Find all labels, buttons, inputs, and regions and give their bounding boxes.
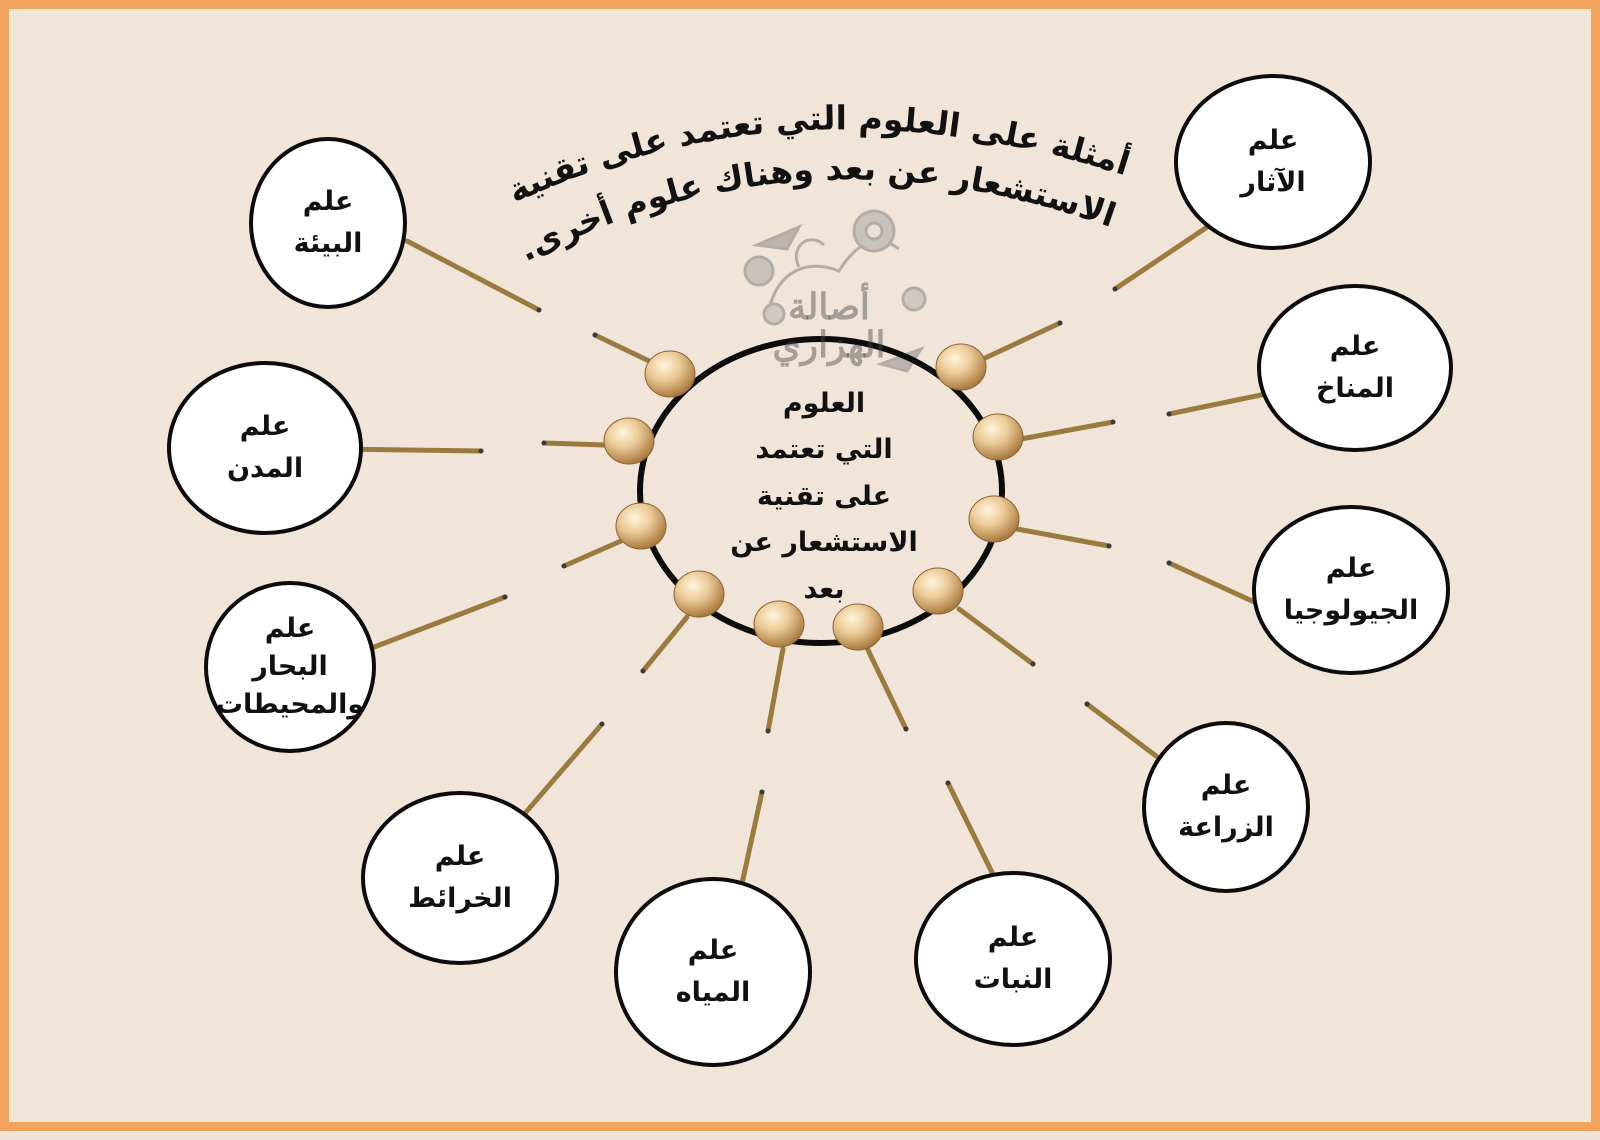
needle-tip [946, 781, 951, 786]
watermark-text [749, 286, 909, 366]
bubble-name: البيئة [293, 228, 363, 259]
bubble-name: النبات [973, 964, 1053, 995]
needle-tip [760, 790, 765, 795]
needle-tip [641, 669, 646, 674]
bubble-name: الجيولوجيا [1283, 595, 1419, 626]
needle-tip [1107, 544, 1112, 549]
center-line: العلوم [782, 388, 866, 419]
connector-needle [407, 241, 539, 310]
needle-tip [904, 727, 909, 732]
bubble-prefix: علم [1325, 553, 1377, 585]
bubble-name: البحار والمحيطات [215, 651, 365, 720]
bubble-climate [1257, 284, 1453, 452]
needle-tip [503, 595, 508, 600]
connector-needle [768, 649, 783, 731]
pin-head [969, 496, 1019, 542]
bubble-agriculture [1142, 721, 1310, 893]
watermark-line-1: أصالة [788, 286, 870, 328]
bubble-name: المناخ [1315, 373, 1395, 404]
bubble-plants [914, 871, 1112, 1047]
watermark-line-2: الهزاري [772, 323, 886, 366]
needle-tip [593, 333, 598, 338]
needle-tip [479, 449, 484, 454]
pin-head [973, 414, 1023, 460]
bubble-prefix: علم [1200, 770, 1252, 802]
title-line-2: الاستشعار عن بعد وهناك علوم أخرى. [511, 148, 1122, 269]
bubble-prefix: علم [687, 935, 739, 967]
needle-tip [1167, 561, 1172, 566]
bubble-maps [361, 791, 559, 965]
bubble-cities [167, 361, 363, 535]
bubble-name: المياه [675, 977, 751, 1008]
bubble-geology [1252, 505, 1450, 675]
needle-tip [1113, 287, 1118, 292]
connector-needle [544, 443, 605, 445]
connector-needle [1017, 529, 1109, 546]
pin-head [616, 503, 666, 549]
bubble-archaeology [1174, 74, 1372, 250]
needle-tip [600, 722, 605, 727]
bubble-prefix: علم [987, 922, 1039, 954]
bubble-name: الخرائط [408, 883, 512, 914]
connector-needle [983, 323, 1060, 359]
needle-tip [1167, 412, 1172, 417]
bubble-prefix: علم [264, 613, 316, 645]
bubble-prefix: علم [1329, 331, 1381, 363]
bubble-prefix: علم [1247, 125, 1299, 157]
bubble-name: المدن [226, 453, 304, 484]
center-line: الاستشعار عن [730, 527, 918, 559]
center-line: التي تعتمد [755, 434, 893, 466]
needle-tip [1058, 321, 1063, 326]
bubble-environment [249, 137, 407, 309]
title-line-1: أمثلة على العلوم التي تعتمد على تقنية [501, 98, 1135, 211]
needle-tip [537, 308, 542, 313]
bubble-seas-oceans [204, 581, 376, 753]
bubble-prefix: علم [434, 841, 486, 873]
connector-needle [959, 609, 1033, 664]
connector-needle [369, 597, 505, 649]
center-line: بعد [803, 573, 845, 605]
center-line: على تقنية [756, 480, 892, 512]
needle-tip [1111, 420, 1116, 425]
bubble-prefix: علم [302, 186, 354, 218]
bubble-name: الزراعة [1178, 812, 1274, 843]
connector-needle [595, 335, 649, 361]
connector-needle [1021, 422, 1113, 439]
bubble-water [614, 877, 812, 1067]
center-label [684, 381, 964, 613]
needle-tip [1031, 662, 1036, 667]
connector-needle [868, 650, 906, 729]
needle-tip [542, 441, 547, 446]
connector-needle [564, 541, 621, 566]
bubble-name: الآثار [1240, 167, 1306, 198]
needle-tip [766, 729, 771, 734]
needle-tip [1085, 702, 1090, 707]
needle-tip [562, 564, 567, 569]
bubble-prefix: علم [239, 411, 291, 443]
connector-needle [643, 617, 687, 671]
pin-head [604, 418, 654, 464]
